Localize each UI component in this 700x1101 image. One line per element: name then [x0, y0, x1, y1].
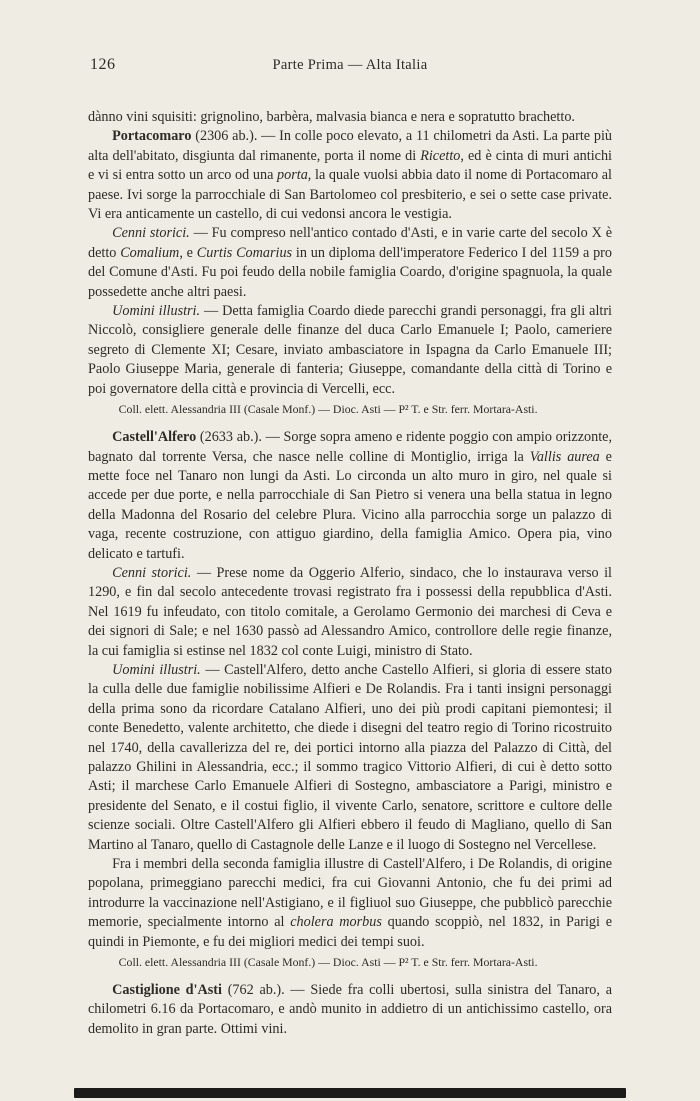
entry-name: Portacomaro — [112, 128, 192, 145]
text-segment: in un diploma dell'imperatore Federico I del 1159 a pro del Comune d'Asti. Fu poi feudo della nobile famiglia Coardo, d'origine spagnuola, la quale possedette anche altri paesi. — [88, 244, 612, 300]
paragraph-castiglione-dasti — [88, 981, 612, 1039]
paragraph-castellalfero — [88, 428, 612, 564]
entry-name: Castell'Alfero — [112, 429, 197, 446]
latin-name: Curtis Comarius — [196, 244, 293, 261]
coll-elett-note-1 — [88, 402, 612, 417]
text-segment: Coll. elett. Alessandria III (Casale Monf.) — Dioc. Asti — P² T. e Str. ferr. Mortara-Asti. — [118, 402, 538, 417]
section-label: Cenni storici. — [112, 225, 190, 242]
text-segment: , e — [179, 244, 197, 261]
text-segment: (2306 ab.). — In colle poco elevato, a 11 chilometri da Asti. La parte più alta dell'abitato, disgiunta dal rimanente, porta il nome di — [88, 128, 612, 164]
page-header — [88, 56, 612, 80]
text-segment: , ed è cinta di muri antichi e vi si entra sotto un arco od una — [88, 147, 612, 184]
text-segment: (762 ab.). — Siede fra colli ubertosi, sulla sinistra del Tanaro, a chilometri 6.16 da Portacomaro, e andò munito in addietro di un antichissimo castello, ora demolito in gran parte. Ottimi vini. — [88, 982, 612, 1037]
term-italic: porta — [277, 167, 308, 184]
paragraph-portacomaro — [88, 127, 612, 224]
paragraph-uomini-illustri-castellalfero — [88, 661, 612, 855]
text-segment: Fra i membri della seconda famiglia illustre di Castell'Alfero, i De Rolandis, di origine popolana, primeggiano parecchi medici, fra cui Giovanni Antonio, che fu dei primi ad introdurre la vaccinazione nell'Astigiano, e il figliuol suo Giuseppe, che pubblicò parecchie memorie, specialmente intorno al — [88, 856, 612, 931]
text-segment: e mette foce nel Tanaro non lungi da Asti. Lo circonda un alto muro in giro, nel quale si accede per due porte, e nella parrocchiale di San Pietro si venera una bella statua in legno della Madonna del Rosario del celebre Plura. Vicino alla parrocchia sorge un palazzo di vaga, recente costruzione, con attiguo giardino, della famiglia Amico. Opera pia, vino delicato e tartufi. — [88, 448, 612, 562]
text-segment: — Fu compreso nell'antico contado d'Asti, e in varie carte del secolo X è detto — [88, 225, 612, 261]
coll-elett-note-2 — [88, 955, 612, 970]
latin-name: Comalium — [120, 244, 180, 261]
paragraph-cenni-storici-castellalfero — [88, 564, 612, 661]
running-title: Parte Prima — Alta Italia — [272, 57, 428, 73]
text-segment: (2633 ab.). — Sorge sopra ameno e ridente poggio con ampio orizzonte, bagnato dal torrente Versa, che nasce nelle colline di Montiglio, irriga la — [88, 429, 612, 465]
paragraph-cenni-storici-portacomaro — [88, 224, 612, 302]
paragraph-de-rolandis — [88, 855, 612, 952]
book-page — [88, 56, 612, 1039]
text-segment: quando scoppiò, nel 1832, in Parigi e quindi in Piemonte, e fu dei migliori medici dei tempi suoi. — [88, 914, 612, 950]
paragraph-continuation — [88, 108, 612, 127]
text-segment: Coll. elett. Alessandria III (Casale Monf.) — Dioc. Asti — P² T. e Str. ferr. Mortara-Asti. — [118, 955, 538, 970]
text-segment: , la quale vuolsi abbia dato il nome di Portacomaro al paese. Ivi sorge la parrocchiale di San Bartolomeo col presbiterio, e sei o sette case private. Vi era anticamente un castello, di cui vedonsi ancora le vestigia. — [88, 167, 613, 223]
section-label: Uomini illustri. — [112, 661, 201, 678]
scan-edge-artifact — [74, 1088, 626, 1098]
text-segment: dànno vini squisiti: grignolino, barbèra, malvasia bianca e nera e sopratutto brachetto. — [88, 109, 575, 125]
page-number: 126 — [90, 56, 116, 73]
text-segment: — Castell'Alfero, detto anche Castello Alfieri, si gloria di essere stato la culla delle due famiglie nobilissime Alfieri e De Rolandis. Fra i tanti insigni personaggi della prima sono da ricordare Catalano Alfieri, uno dei più prodi capitani piemontesi; il conte Benedetto, valente architetto, che diede i disegni del teatro regio di Torino ricostruito nel 1740, della cavallerizza del re, dei portici intorno alla piazza del Palazzo di Città, del palazzo Ghilini in Alessandria, ecc.; il sommo tragico Vittorio Alfieri, di cui è detto sotto Asti; il marchese Carlo Emanuele Alfieri di Sostegno, ambasciatore a Parigi, ministro e presidente del Senato, e il costui figlio, il vivente Carlo, senatore, scrittore e cultore delle scienze sociali. Oltre Castell'Alfero gli Alfieri ebbero il feudo di Magliano, quello di San Martino al Tanaro, quello di Castagnole delle Lanze e il luogo di Sostegno nel Vercellese. — [88, 661, 612, 853]
section-label: Uomini illustri. — [112, 303, 201, 320]
section-label: Cenni storici. — [112, 564, 192, 581]
latin-name: Vallis aurea — [529, 448, 600, 465]
text-segment: — Detta famiglia Coardo diede parecchi grandi personaggi, fra gli altri Niccolò, consigliere generale delle finanze del duca Carlo Emanuele I; Paolo, cameriere segreto di Clemente XI; Cesare, inviato ambasciatore in Ispagna da Carlo Emanuele III; Paolo Giuseppe Maria, generale di fanteria; Giuseppe, comandante della città di Torino e poi governatore della città e provincia di Vercelli, ecc. — [88, 303, 612, 397]
latin-term: cholera morbus — [290, 914, 382, 931]
paragraph-uomini-illustri-portacomaro — [88, 302, 612, 399]
text-block — [88, 108, 612, 1039]
term-italic: Ricetto — [420, 147, 461, 164]
text-segment: — Prese nome da Oggerio Alferio, sindaco, che lo instaurava verso il 1290, e fin dal secolo antecedente trovasi registrato fra i possessi della repubblica d'Asti. Nel 1619 fu infeudato, con titolo comitale, a Gerolamo Germonio dei marchesi di Ceva e dei signori di Sale; e nel 1630 passò ad Alessandro Amico, controllore delle regie finanze, la cui famiglia si estinse nel 1832 col conte Luigi, ministro di Stato. — [88, 564, 612, 659]
entry-name: Castiglione d'Asti — [112, 982, 222, 999]
